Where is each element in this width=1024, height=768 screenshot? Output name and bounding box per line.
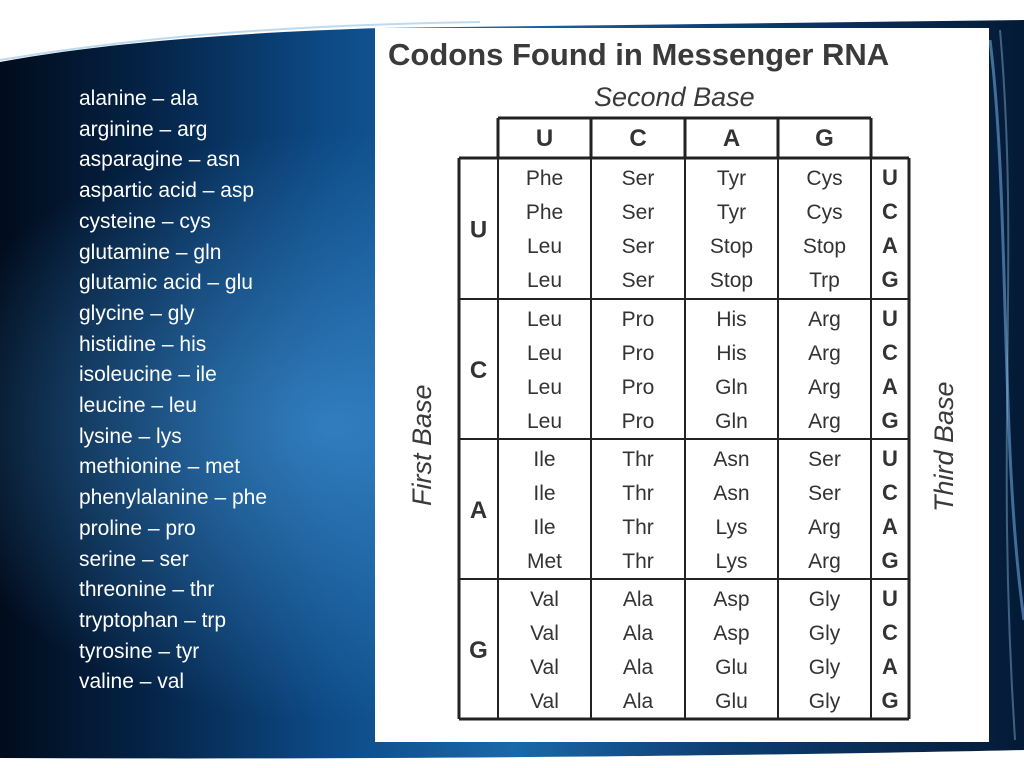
codon-cell: Lys bbox=[715, 516, 748, 539]
codon-cell: Ala bbox=[622, 622, 654, 645]
codon-cell: Thr bbox=[622, 482, 654, 505]
third-base-label: C bbox=[882, 199, 898, 224]
codon-cell: Lys bbox=[715, 550, 748, 573]
third-base-label: U bbox=[882, 165, 898, 190]
codon-cell: Thr bbox=[622, 550, 654, 573]
codon-cell: Asn bbox=[713, 482, 750, 505]
codon-cell: Cys bbox=[806, 201, 843, 224]
codon-cell: Ser bbox=[621, 167, 655, 190]
codon-cell: Thr bbox=[622, 448, 654, 471]
second-base-header: A bbox=[722, 125, 741, 152]
codon-cell: Pro bbox=[621, 342, 655, 365]
third-base-label: C bbox=[882, 340, 898, 365]
third-base-label: A bbox=[882, 374, 898, 399]
codon-cell: Arg bbox=[808, 342, 841, 365]
codon-cell: Tyr bbox=[716, 201, 747, 224]
codon-cell: Glu bbox=[715, 690, 748, 713]
codon-cell: Stop bbox=[709, 235, 754, 258]
amino-acid-list bbox=[79, 84, 267, 698]
codon-cell: Arg bbox=[808, 308, 841, 331]
amino-acid-item: glutamine – gln bbox=[79, 240, 222, 264]
codon-cell: Stop bbox=[709, 269, 754, 292]
amino-acid-item: asparagine – asn bbox=[79, 148, 241, 172]
third-base-label: A bbox=[882, 654, 898, 679]
amino-acid-item: glutamic acid – glu bbox=[79, 271, 253, 295]
codon-cell: Gly bbox=[808, 656, 841, 679]
codon-cell: Val bbox=[530, 690, 559, 713]
codon-cell: Pro bbox=[621, 410, 655, 433]
third-base-label: C bbox=[882, 480, 898, 505]
amino-acid-item: valine – val bbox=[79, 670, 185, 694]
codon-cell: Gln bbox=[715, 376, 748, 399]
amino-acid-item: isoleucine – ile bbox=[79, 363, 217, 387]
codon-cell: Leu bbox=[526, 376, 563, 399]
codon-cell: Pro bbox=[621, 308, 655, 331]
amino-acid-item: leucine – leu bbox=[79, 394, 197, 418]
table-cells bbox=[469, 125, 898, 713]
amino-acid-item: threonine – thr bbox=[79, 578, 215, 602]
codon-cell: Phe bbox=[525, 201, 564, 224]
codon-cell: Thr bbox=[622, 516, 654, 539]
first-base-label: A bbox=[469, 497, 488, 524]
amino-acid-item: arginine – arg bbox=[79, 117, 208, 141]
amino-acid-item: cysteine – cys bbox=[79, 209, 211, 233]
first-base-label: C bbox=[469, 357, 488, 384]
third-base-label: C bbox=[882, 620, 898, 645]
codon-cell: Gly bbox=[808, 622, 841, 645]
third-base-label: U bbox=[882, 586, 898, 611]
codon-cell: Asp bbox=[713, 588, 750, 611]
codon-cell: Ser bbox=[621, 201, 655, 224]
codon-cell: Pro bbox=[621, 376, 655, 399]
codon-table-panel bbox=[375, 28, 989, 742]
third-base-label: Third Base bbox=[929, 381, 959, 512]
first-base-label: First Base bbox=[407, 384, 437, 506]
codon-cell: Met bbox=[526, 550, 563, 573]
codon-cell: Ser bbox=[808, 448, 841, 471]
codon-cell: Glu bbox=[715, 656, 748, 679]
codon-cell: Ala bbox=[622, 690, 654, 713]
codon-cell: Ile bbox=[533, 448, 556, 471]
amino-acid-item: histidine – his bbox=[79, 332, 207, 356]
codon-cell: Ala bbox=[622, 588, 654, 611]
codon-cell: Val bbox=[530, 588, 559, 611]
third-base-label: A bbox=[882, 233, 898, 258]
first-base-label: G bbox=[469, 637, 488, 664]
amino-acid-item: alanine – ala bbox=[79, 87, 199, 110]
amino-acid-item: phenylalanine – phe bbox=[79, 486, 267, 510]
amino-acid-item: lysine – lys bbox=[79, 424, 182, 448]
codon-cell: Arg bbox=[808, 410, 841, 433]
codon-cell: Phe bbox=[525, 167, 564, 190]
codon-cell: Arg bbox=[808, 376, 841, 399]
amino-acid-item: serine – ser bbox=[79, 547, 189, 571]
codon-cell: His bbox=[716, 342, 747, 365]
second-base-header: U bbox=[535, 125, 554, 152]
amino-acid-item: tryptophan – trp bbox=[79, 608, 227, 632]
codon-cell: Val bbox=[530, 656, 559, 679]
codon-cell: Gln bbox=[715, 410, 748, 433]
second-base-header: G bbox=[815, 125, 834, 152]
amino-acid-item: aspartic acid – asp bbox=[79, 179, 255, 203]
codon-cell: Leu bbox=[526, 410, 563, 433]
codon-cell: Tyr bbox=[716, 167, 747, 190]
codon-cell: Leu bbox=[526, 342, 563, 365]
codon-cell: Ser bbox=[621, 269, 655, 292]
third-base-label: G bbox=[881, 267, 899, 292]
codon-cell: Arg bbox=[808, 516, 841, 539]
amino-acid-item: tyrosine – tyr bbox=[79, 639, 200, 663]
third-base-label: A bbox=[882, 514, 898, 539]
third-base-label: U bbox=[882, 446, 898, 471]
codon-cell: Val bbox=[530, 622, 559, 645]
codon-cell: Asp bbox=[713, 622, 750, 645]
amino-acid-item: proline – pro bbox=[79, 516, 196, 540]
codon-cell: Gly bbox=[808, 588, 841, 611]
codon-cell: Trp bbox=[809, 269, 840, 292]
third-base-label: G bbox=[881, 548, 899, 573]
codon-cell: Arg bbox=[808, 550, 841, 573]
codon-cell: Ser bbox=[808, 482, 841, 505]
first-base-label: U bbox=[469, 216, 488, 244]
codon-table bbox=[375, 28, 989, 742]
codon-cell: Ile bbox=[533, 516, 556, 539]
amino-acid-item: methionine – met bbox=[79, 455, 241, 479]
codon-cell: Gly bbox=[808, 690, 841, 713]
table-title: Codons Found in Messenger RNA bbox=[388, 37, 890, 72]
amino-acid-item: glycine – gly bbox=[79, 301, 195, 325]
second-base-label: Second Base bbox=[594, 82, 755, 112]
codon-cell: Asn bbox=[713, 448, 750, 471]
codon-cell: His bbox=[716, 308, 747, 331]
codon-cell: Leu bbox=[526, 269, 563, 292]
codon-cell: Leu bbox=[526, 308, 563, 331]
third-base-label: G bbox=[881, 408, 899, 433]
codon-cell: Leu bbox=[526, 235, 563, 258]
codon-cell: Ala bbox=[622, 656, 654, 679]
third-base-label: G bbox=[881, 688, 899, 713]
second-base-header: C bbox=[629, 125, 647, 152]
codon-cell: Stop bbox=[802, 235, 847, 258]
codon-cell: Ser bbox=[621, 235, 655, 258]
codon-cell: Cys bbox=[806, 167, 843, 190]
codon-cell: Ile bbox=[533, 482, 556, 505]
third-base-label: U bbox=[882, 306, 898, 331]
